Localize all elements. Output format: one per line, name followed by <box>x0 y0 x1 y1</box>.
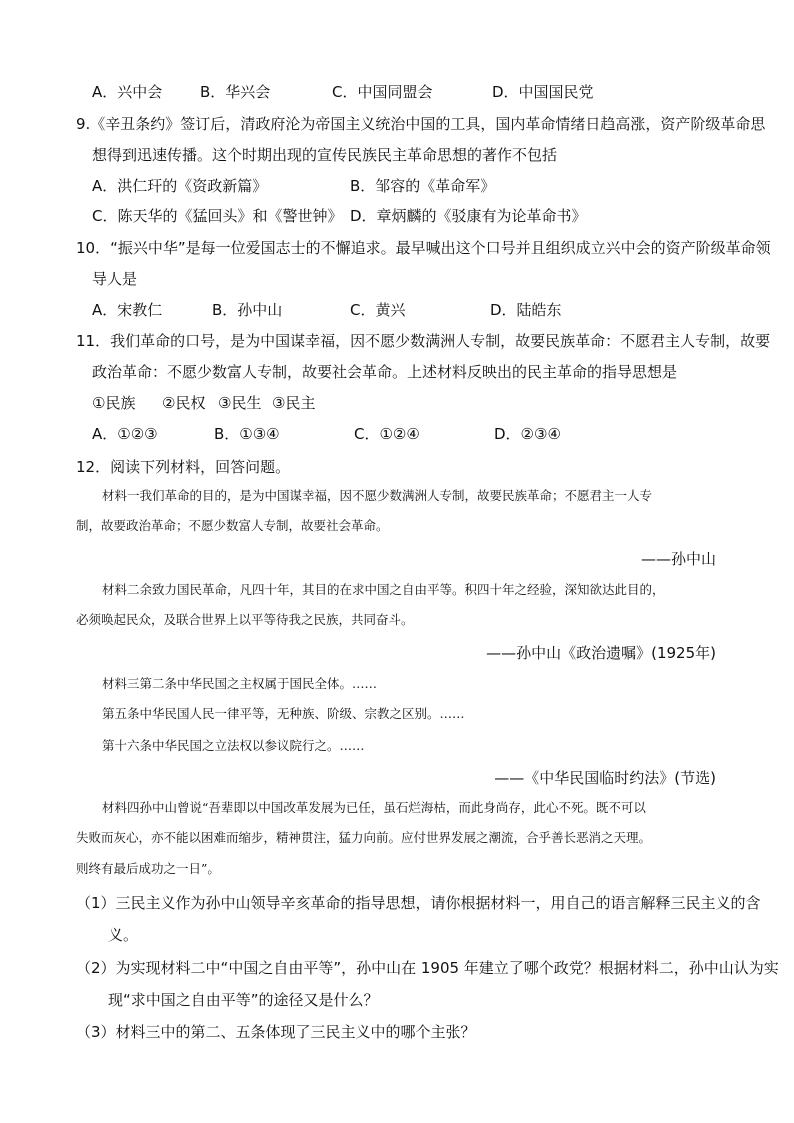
q12-sub2-line1: （2）为实现材料二中“中国之自由平等”，孙中山在 1905 年建立了哪个政党？根据材料二，孙中山认为实 <box>76 959 779 977</box>
q11-option-d: D．②③④ <box>494 425 561 443</box>
q8-option-c: C．中国同盟会 <box>332 83 433 101</box>
q10-stem-line1: 10．“振兴中华”是每一位爱国志士的不懈追求。最早喊出这个口号并且组织成立兴中会的资产阶级革命领 <box>76 239 771 257</box>
q12-material2-line2: 必须唤起民众，及联合世界上以平等待我之民族，共同奋斗。 <box>76 612 414 627</box>
q10-option-b: B．孙中山 <box>212 301 283 319</box>
q8-option-d: D．中国国民党 <box>492 83 594 101</box>
q11-option-a: A．①②③ <box>92 425 158 443</box>
q12-sub2-line2: 现“求中国之自由平等”的途径又是什么？ <box>108 991 379 1009</box>
q9-option-b: B．邹容的《革命军》 <box>350 177 496 195</box>
q9-option-a: A．洪仁玕的《资政新篇》 <box>92 177 268 195</box>
q12-material1-source: ——孙中山 <box>640 550 716 568</box>
q12-sub3-line1: （3）材料三中的第二、五条体现了三民主义中的哪个主张？ <box>76 1023 476 1041</box>
q10-stem-line2: 导人是 <box>92 270 138 288</box>
q8-option-b: B．华兴会 <box>200 83 271 101</box>
q12-stem: 12．阅读下列材料，回答问题。 <box>76 458 291 476</box>
q11-stem-line2: 政治革命：不愿少数富人专制，故要社会革命。上述材料反映出的民主革命的指导思想是 <box>92 363 678 381</box>
q12-sub1-line2: 义。 <box>108 926 139 944</box>
q9-option-c: C．陈天华的《猛回头》和《警世钟》 <box>92 207 343 225</box>
q11-option-b: B．①③④ <box>214 425 280 443</box>
q11-option-c: C．①②④ <box>354 425 420 443</box>
q12-material2-source: ——孙中山《政治遗嘱》(1925年) <box>486 644 716 662</box>
q10-option-d: D．陆皓东 <box>490 301 562 319</box>
q8-option-a: A．兴中会 <box>92 83 163 101</box>
q10-option-c: C．黄兴 <box>350 301 406 319</box>
q12-material2-line1: 材料二余致力国民革命，凡四十年，其目的在求中国之自由平等。积四十年之经验，深知欲达此目的， <box>102 582 665 597</box>
q10-option-a: A．宋教仁 <box>92 301 163 319</box>
q12-material3-line3: 第十六条中华民国之立法权以参议院行之。…… <box>102 738 365 753</box>
q12-sub1-line1: （1）三民主义作为孙中山领导辛亥革命的指导思想，请你根据材料一，用自己的语言解释三民主义的含 <box>76 894 761 912</box>
q12-material4-line3: 则终有最后成功之一日”。 <box>76 861 220 876</box>
q11-item-1: ①民族 <box>92 394 136 412</box>
q9-option-d: D．章炳麟的《驳康有为论革命书》 <box>350 207 587 225</box>
q12-material1-line1: 材料一我们革命的目的，是为中国谋幸福，因不愿少数满洲人专制，故要民族革命；不愿君主一人专 <box>102 488 653 503</box>
q12-material3-source: ——《中华民国临时约法》(节选) <box>494 769 716 787</box>
q12-material1-line2: 制，故要政治革命；不愿少数富人专制，故要社会革命。 <box>76 518 389 533</box>
q11-item-2: ②民权 <box>162 394 206 412</box>
q11-item-4: ③民主 <box>272 394 316 412</box>
q9-stem-line2: 想得到迅速传播。这个时期出现的宣传民族民主革命思想的著作不包括 <box>92 146 558 164</box>
q11-item-3: ③民生 <box>218 394 262 412</box>
q12-material4-line1: 材料四孙中山曾说“吾辈即以中国改革发展为已任，虽石烂海枯，而此身尚存，此心不死。既不可以 <box>102 800 646 815</box>
q12-material3-line1: 材料三第二条中华民国之主权属于国民全体。…… <box>102 676 378 691</box>
q12-material3-line2: 第五条中华民国人民一律平等，无种族、阶级、宗教之区别。…… <box>102 706 465 721</box>
q11-stem-line1: 11．我们革命的口号，是为中国谋幸福，因不愿少数满洲人专制，故要民族革命：不愿君主人专制，故要 <box>76 332 771 350</box>
q12-material4-line2: 失败而灰心，亦不能以困难而缩步，精神贯注，猛力向前。应付世界发展之潮流，合乎善长恶消之天理。 <box>76 830 652 845</box>
q9-stem-line1: 9.《辛丑条约》签订后，清政府沦为帝国主义统治中国的工具，国内革命情绪日趋高涨，资产阶级革命思 <box>76 115 766 133</box>
